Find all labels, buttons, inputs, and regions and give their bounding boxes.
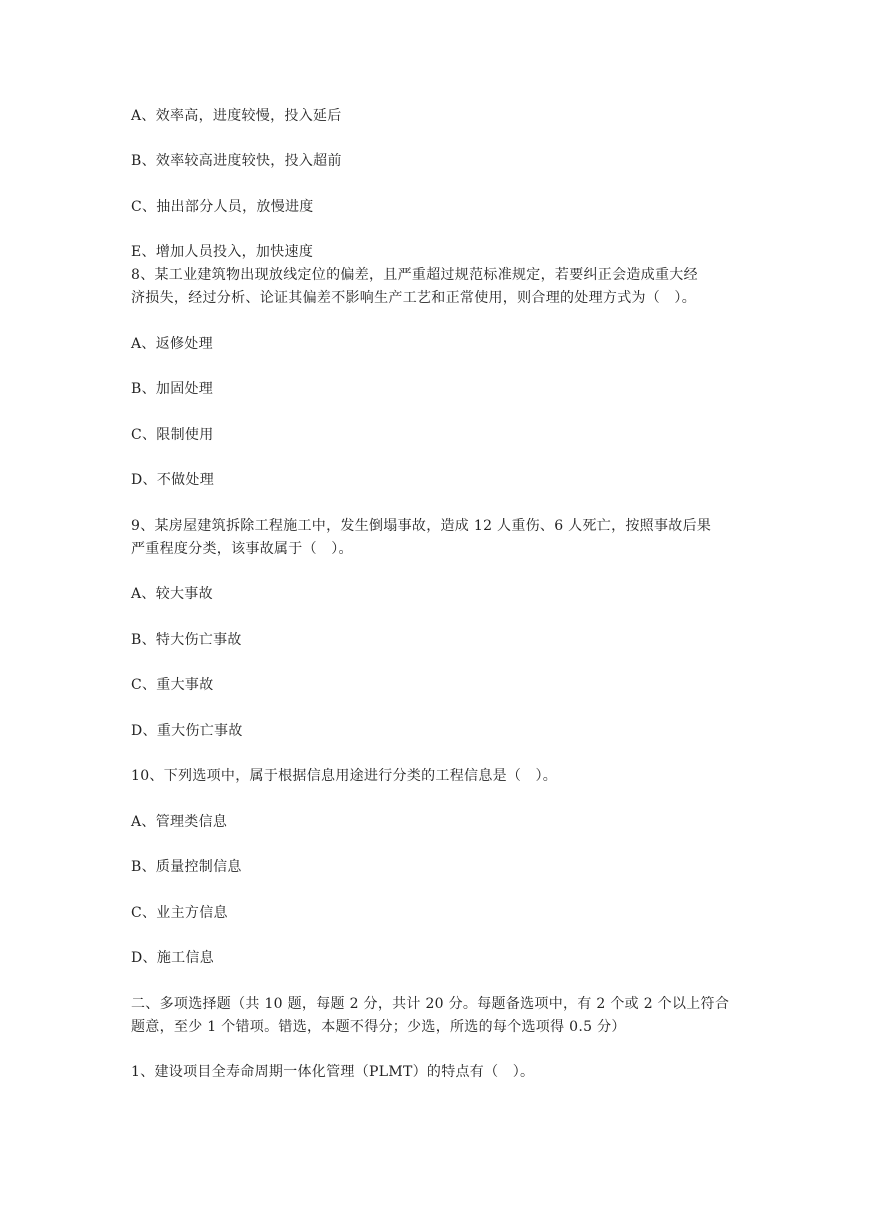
mq1-text: 1、建设项目全寿命周期一体化管理（PLMT）的特点有（ ）。	[131, 1064, 535, 1080]
q9-option-d: D、重大伤亡事故	[131, 723, 243, 739]
section-2-heading-line-2: 题意，至少 1 个错项。错选，本题不得分；少选，所选的每个选项得 0.5 分）	[131, 1019, 626, 1035]
q8-text-line-1: 8、某工业建筑物出现放线定位的偏差，且严重超过规范标准规定，若要纠正会造成重大经	[131, 267, 698, 283]
q9-text-line-1: 9、某房屋建筑拆除工程施工中，发生倒塌事故，造成 12 人重伤、6 人死亡，按照事故后果	[131, 518, 712, 534]
q8-option-b: B、加固处理	[131, 381, 214, 397]
q9-option-c: C、重大事故	[131, 677, 214, 693]
q8-option-d: D、不做处理	[131, 472, 215, 488]
q10-option-c: C、业主方信息	[131, 905, 228, 921]
q7-option-e: E、增加人员投入，加快速度	[131, 244, 314, 260]
q10-option-d: D、施工信息	[131, 950, 215, 966]
q10-option-b: B、质量控制信息	[131, 859, 242, 875]
section-2-heading-line-1: 二、多项选择题（共 10 题，每题 2 分，共计 20 分。每题备选项中，有 2 个或 2 个以上符合	[131, 996, 730, 1012]
q7-option-a: A、效率高，进度较慢，投入延后	[131, 108, 342, 124]
q9-option-b: B、特大伤亡事故	[131, 632, 242, 648]
q8-option-c: C、限制使用	[131, 427, 214, 443]
q9-text-line-2: 严重程度分类，该事故属于（ ）。	[131, 541, 353, 557]
q10-option-a: A、管理类信息	[131, 814, 228, 830]
q8-option-a: A、返修处理	[131, 336, 213, 352]
q8-text-line-2: 济损失，经过分析、论证其偏差不影响生产工艺和正常使用，则合理的处理方式为（ ）。	[131, 290, 696, 306]
q9-option-a: A、较大事故	[131, 586, 213, 602]
q7-option-b: B、效率较高进度较快，投入超前	[131, 153, 342, 169]
q7-option-c: C、抽出部分人员，放慢进度	[131, 199, 314, 215]
q10-text: 10、下列选项中，属于根据信息用途进行分类的工程信息是（ ）。	[131, 768, 558, 784]
